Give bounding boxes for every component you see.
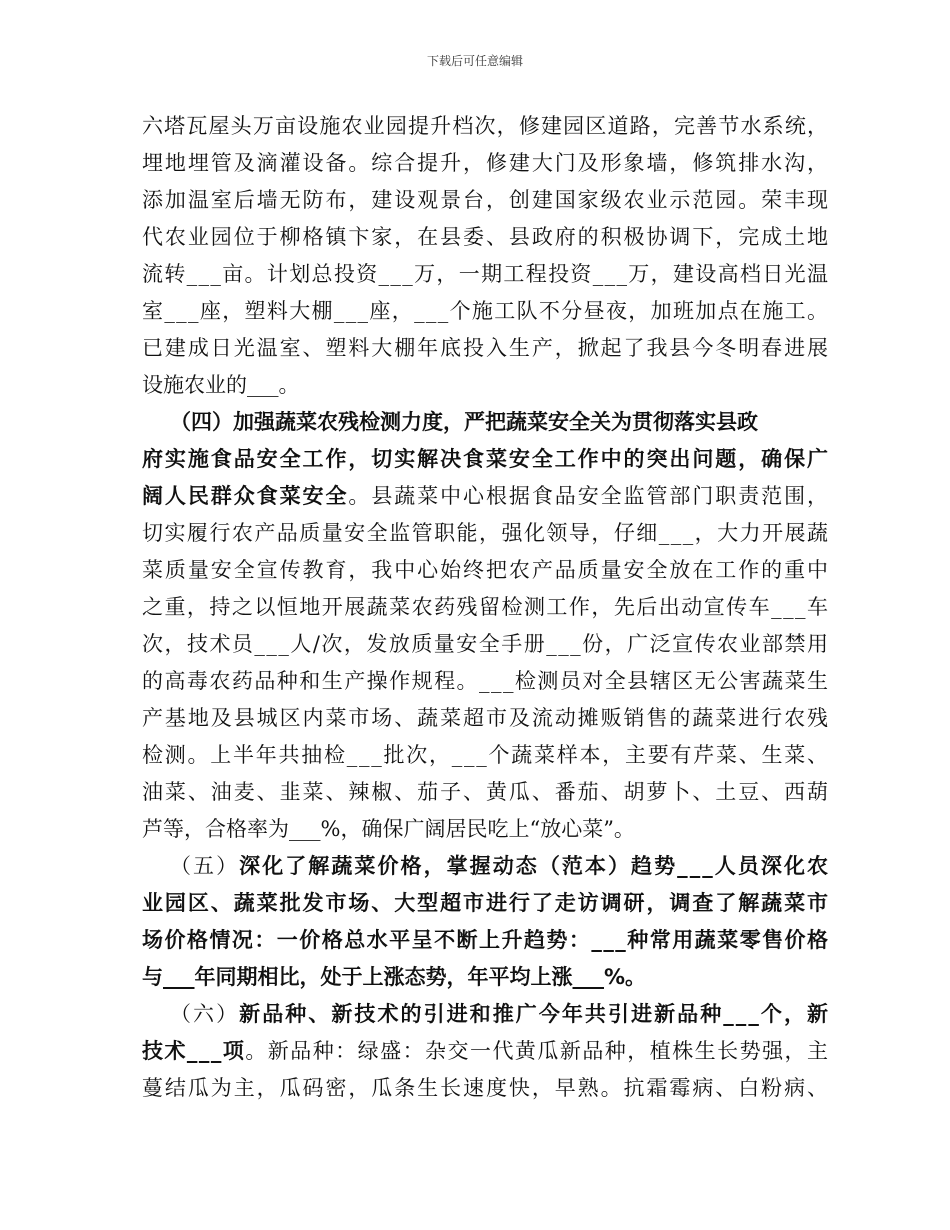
text-line xyxy=(142,515,828,552)
text-line xyxy=(142,330,828,367)
text-line xyxy=(142,478,828,515)
bold-text-segment: 府实施食品安全工作，切实解决食菜安全工作中的突出问题，确保广 xyxy=(142,447,830,471)
text-line xyxy=(142,256,828,293)
text-line xyxy=(142,774,828,811)
text-line xyxy=(142,552,828,589)
text-line xyxy=(142,441,828,478)
text-line xyxy=(142,700,828,737)
text-segment: 室___座，塑料大棚___座，___个施工队不分昼夜，加班加点在施工。 xyxy=(142,299,830,323)
text-segment: 芦等，合格率为___%，确保广阔居民吃上“放心菜”。 xyxy=(142,817,635,841)
text-line xyxy=(142,848,831,885)
text-segment: 的高毒农药品种和生产操作规程。___检测员对全县辖区无公害蔬菜生 xyxy=(142,669,830,693)
text-segment: 已建成日光温室、塑料大棚年底投入生产，掀起了我县今冬明春进展 xyxy=(142,336,830,360)
bold-text-segment: 深化了解蔬菜价格，掌握动态（范本）趋势___人员深化农 xyxy=(239,854,831,878)
text-segment: 。县蔬菜中心根据食品安全监管部门职责范围， xyxy=(348,484,830,508)
text-segment: 次，技术员___人/次，发放质量安全手册___份，广泛宣传农业部禁用 xyxy=(142,632,830,656)
page-header: 下载后可任意编辑 xyxy=(426,54,523,68)
text-line xyxy=(142,589,828,626)
bold-text-segment: （四）加强蔬菜农残检测力度，严把蔬菜安全关为贯彻落实县政 xyxy=(170,410,758,434)
text-line xyxy=(142,626,828,663)
bold-text-segment: 阔人民群众食菜安全 xyxy=(142,484,349,508)
text-segment: 产基地及县城区内菜市场、蔬菜超市及流动摊贩销售的蔬菜进行农残 xyxy=(142,706,830,730)
text-line xyxy=(142,367,828,404)
bold-text-segment: 业园区、蔬菜批发市场、大型超市进行了走访调研，调查了解蔬菜市 xyxy=(142,891,830,915)
text-segment: 添加温室后墙无防布，建设观景台，创建国家级农业示范园。荣丰现 xyxy=(142,188,830,212)
text-line xyxy=(142,219,828,256)
text-segment: 埋地埋管及滴灌设备。综合提升，修建大门及形象墙，修筑排水沟， xyxy=(142,151,830,175)
text-line xyxy=(142,663,828,700)
bold-text-segment: 技术___项 xyxy=(142,1039,246,1063)
text-line xyxy=(142,145,828,182)
text-segment: （五） xyxy=(170,854,240,878)
text-line xyxy=(142,922,828,959)
text-line xyxy=(142,737,828,774)
bold-text-segment: 与___年同期相比，处于上涨态势，年平均上涨___%。 xyxy=(142,965,647,989)
text-segment: 之重，持之以恒地开展蔬菜农药残留检测工作，先后出动宣传车___车 xyxy=(142,595,830,619)
text-segment: 菜质量安全宣传教育，我中心始终把农产品质量安全放在工作的重中 xyxy=(142,558,830,582)
text-segment: （六） xyxy=(170,1002,240,1026)
text-segment: 蔓结瓜为主，瓜码密，瓜条生长速度快，早熟。抗霜霉病、白粉病、 xyxy=(142,1076,830,1100)
text-segment: 代农业园位于柳格镇卞家，在县委、县政府的积极协调下，完成土地 xyxy=(142,225,830,249)
text-segment: 流转___亩。计划总投资___万，一期工程投资___万，建设高档日光温 xyxy=(142,262,830,286)
document-body xyxy=(142,108,831,1107)
bold-text-segment: 新品种、新技术的引进和推广今年共引进新品种___个，新 xyxy=(239,1002,831,1026)
bold-text-segment: 场价格情况：一价格总水平呈不断上升趋势：___种常用蔬菜零售价格 xyxy=(142,928,830,952)
text-segment: 切实履行农产品质量安全监管职能，强化领导，仔细___，大力开展蔬 xyxy=(142,521,830,545)
text-line xyxy=(142,182,828,219)
text-line xyxy=(142,293,828,330)
text-line xyxy=(142,996,831,1033)
text-segment: 。新品种：绿盛：杂交一代黄瓜新品种，植株生长势强，主 xyxy=(245,1039,830,1063)
text-line xyxy=(142,959,828,996)
text-line xyxy=(142,1033,828,1070)
text-line xyxy=(142,1070,828,1107)
text-line xyxy=(142,108,828,145)
text-line xyxy=(142,811,828,848)
text-segment: 设施农业的___。 xyxy=(142,373,300,397)
text-segment: 六塔瓦屋头万亩设施农业园提升档次，修建园区道路，完善节水系统， xyxy=(142,114,830,138)
text-segment: 油菜、油麦、韭菜、辣椒、茄子、黄瓜、番茄、胡萝卜、土豆、西葫 xyxy=(142,780,830,804)
text-line xyxy=(142,885,828,922)
text-line xyxy=(142,404,828,441)
text-segment: 检测。上半年共抽检___批次，___个蔬菜样本，主要有芹菜、生菜、 xyxy=(142,743,830,767)
